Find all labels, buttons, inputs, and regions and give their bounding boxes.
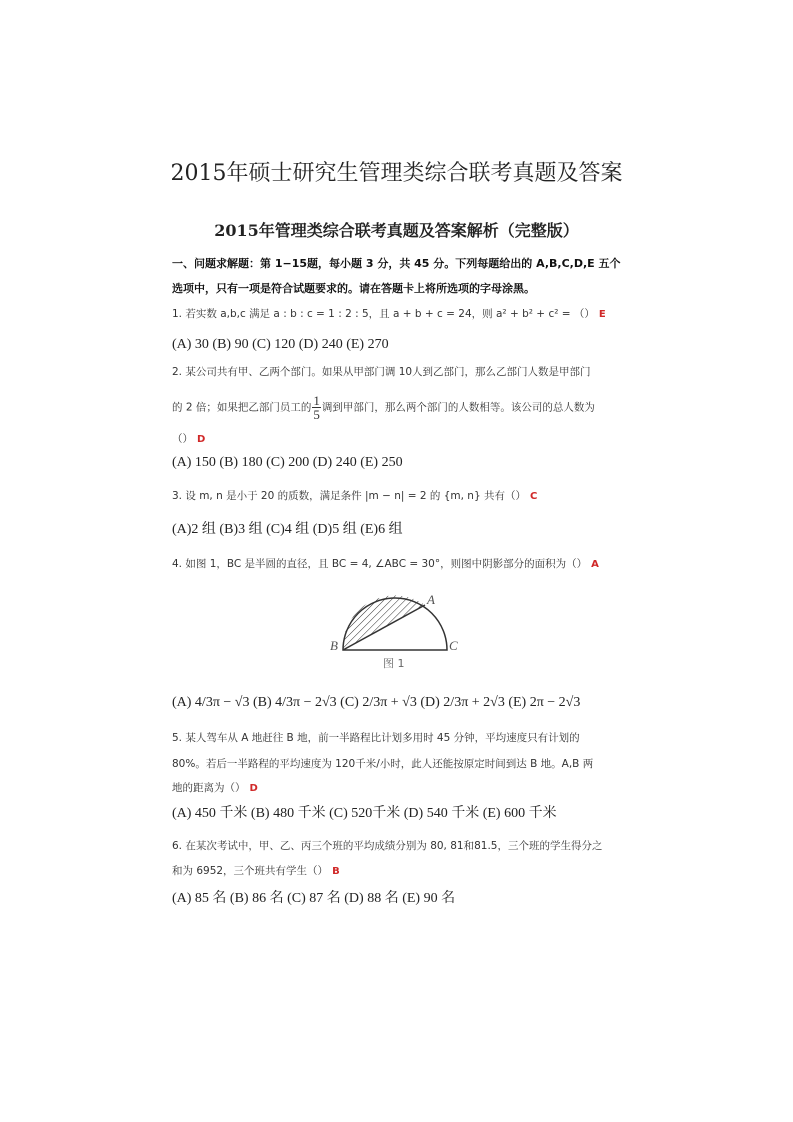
question-text: 1. 若实数 a,b,c 满足 a : b : c = 1 : 2 : 5，且 a + b + c = 24，则 a² + b² + c² = （）: [172, 308, 595, 320]
answer-label: D: [249, 783, 258, 794]
question-text: 地的距离为（）: [172, 782, 246, 794]
question-text: 的 2 倍；如果把乙部门员工的: [172, 401, 312, 414]
point-b-label: B: [330, 638, 338, 653]
section-heading-line2: 选项中，只有一项是符合试题要求的。请在答题卡上将所选项的字母涂黑。: [172, 282, 535, 295]
fraction-denominator: 5: [313, 407, 320, 422]
semicircle-figure: [325, 588, 475, 672]
question-5-line3: [172, 780, 258, 795]
question-2-options: (A) 150 (B) 180 (C) 200 (D) 240 (E) 250: [172, 455, 403, 470]
section-heading-line1: 一、问题求解题：第 1−15题，每小题 3 分，共 45 分。下列每题给出的 A,B,C,D,E 五个: [172, 257, 621, 270]
fraction-numerator: 1: [313, 393, 320, 408]
question-4-options: (A) 4/3π − √3 (B) 4/3π − 2√3 (C) 2/3π + √3 (D) 2/3π + 2√3 (E) 2π − 2√3: [172, 695, 581, 710]
question-6-options: (A) 85 名 (B) 86 名 (C) 87 名 (D) 88 名 (E) 90 名: [172, 891, 456, 906]
question-3-options: (A)2 组 (B)3 组 (C)4 组 (D)5 组 (E)6 组: [172, 522, 403, 537]
answer-label: C: [529, 491, 538, 502]
question-text: （）: [172, 433, 193, 445]
question-5-options: (A) 450 千米 (B) 480 千米 (C) 520千米 (D) 540 千米 (E) 600 千米: [172, 806, 557, 821]
question-2-line2: [172, 394, 595, 421]
document-subtitle: 2015年管理类综合联考真题及答案解析（完整版）: [214, 221, 579, 240]
answer-label: E: [598, 309, 606, 320]
document-title: 2015年硕士研究生管理类综合联考真题及答案: [170, 161, 623, 186]
question-4: [172, 556, 599, 571]
question-2-line1: 2. 某公司共有甲、乙两个部门。如果从甲部门调 10人到乙部门，那么乙部门人数是甲部门: [172, 366, 591, 378]
question-text: 3. 设 m, n 是小于 20 的质数，满足条件 |m − n| = 2 的 {m, n} 共有（）: [172, 490, 526, 502]
answer-label: A: [591, 559, 599, 570]
question-6-line1: 6. 在某次考试中，甲、乙、丙三个班的平均成绩分别为 80, 81和81.5，三个班的学生得分之: [172, 840, 603, 852]
question-5-line2: 80%。若后一半路程的平均速度为 120千米/小时，此人还能按原定时间到达 B 地。A,B 两: [172, 758, 594, 770]
question-3: [172, 488, 537, 503]
question-1-options: (A) 30 (B) 90 (C) 120 (D) 240 (E) 270: [172, 337, 389, 352]
figure-caption: 图 1: [383, 657, 405, 670]
answer-label: D: [197, 434, 206, 445]
question-2-line3: [172, 431, 205, 446]
point-c-label: C: [449, 638, 458, 653]
question-6-line2: [172, 863, 340, 878]
answer-label: B: [332, 866, 340, 877]
question-text: 4. 如图 1，BC 是半圆的直径，且 BC = 4, ∠ABC = 30°，则图中阴影部分的面积为（）: [172, 558, 588, 570]
question-5-line1: 5. 某人驾车从 A 地赶往 B 地，前一半路程比计划多用时 45 分钟，平均速度只有计划的: [172, 732, 580, 744]
point-a-label: A: [427, 592, 435, 607]
fraction: [312, 394, 321, 421]
question-text: 和为 6952，三个班共有学生（）: [172, 865, 329, 877]
shaded-region: [343, 595, 425, 650]
question-text: 调到甲部门，那么两个部门的人数相等。该公司的总人数为: [321, 401, 595, 414]
question-1: [172, 306, 606, 321]
